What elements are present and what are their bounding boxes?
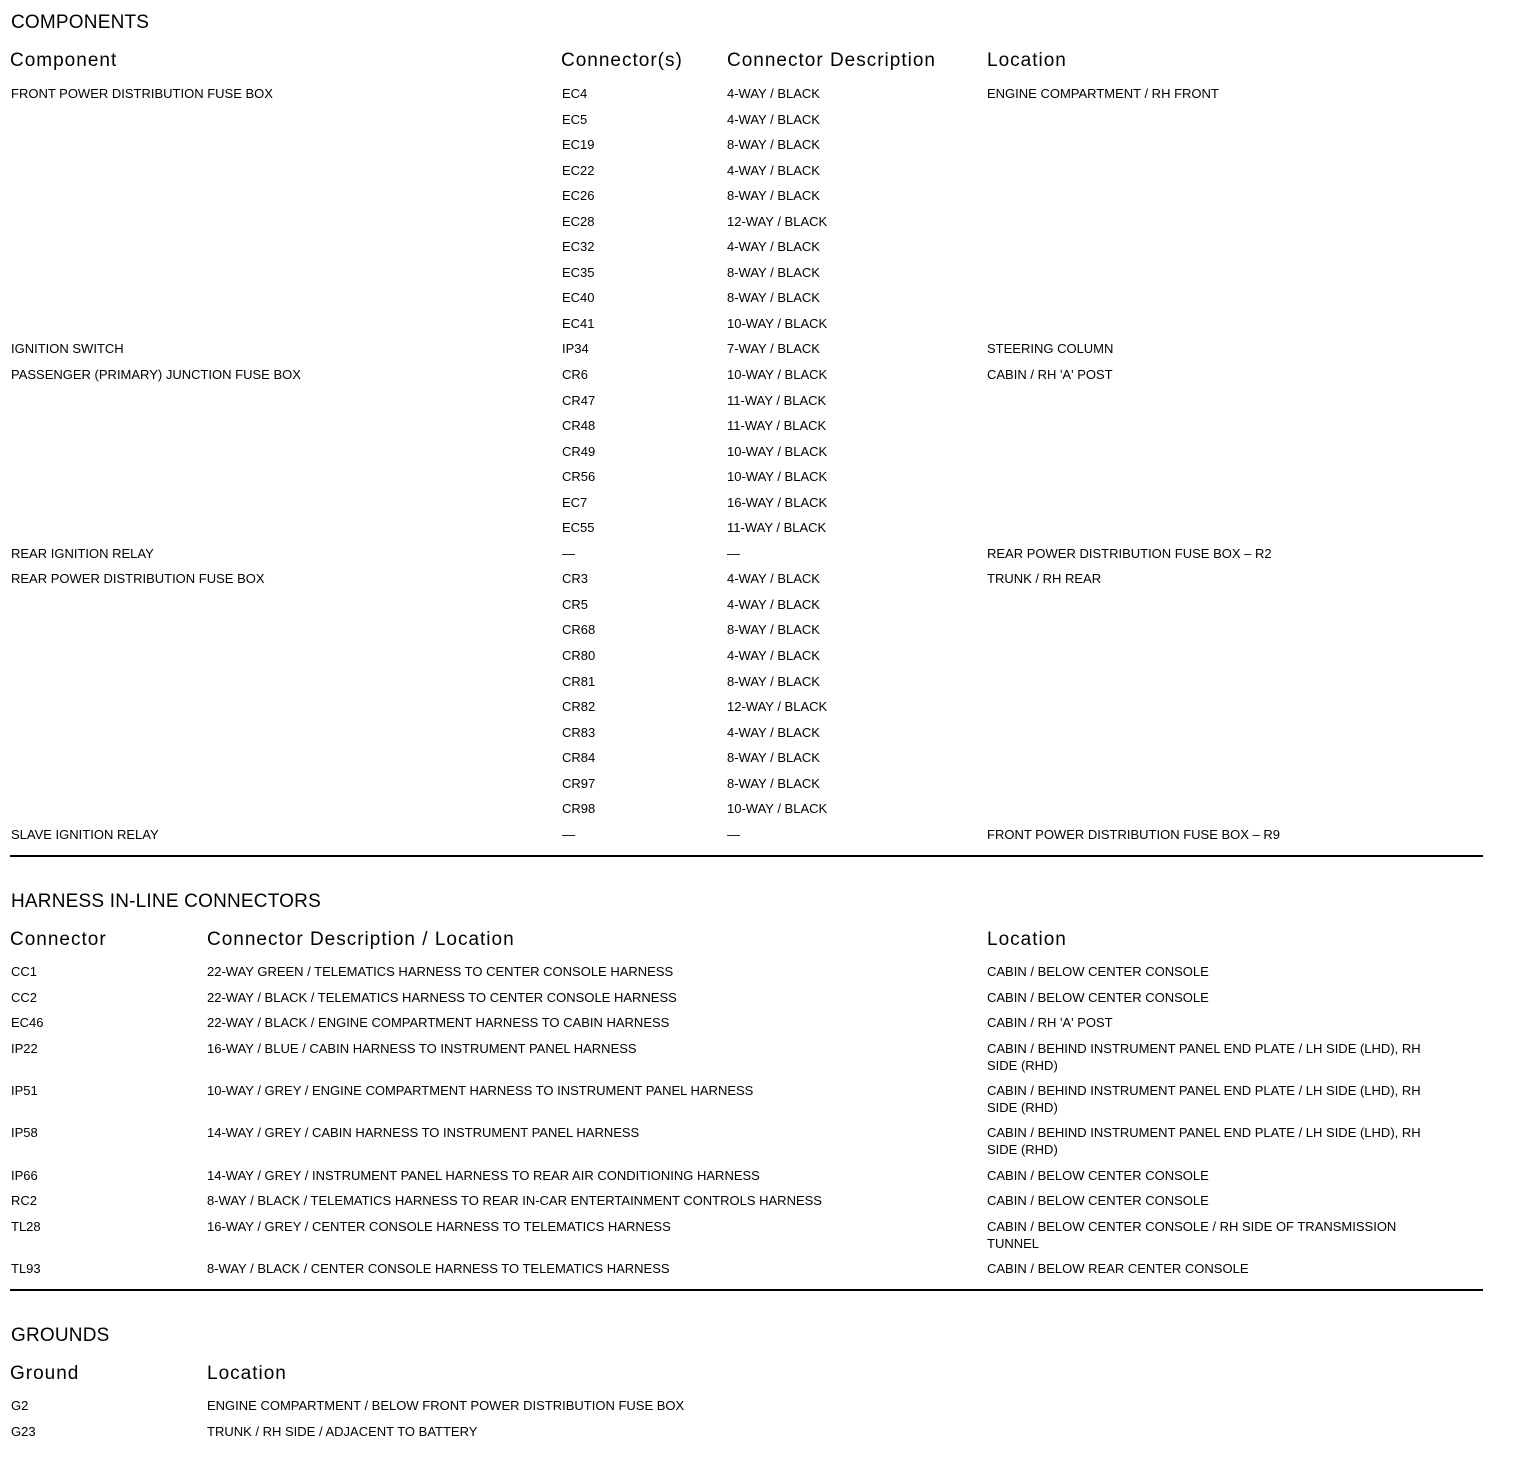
table-row — [0, 1423, 1536, 1449]
harness-connector-cell: CC1 — [11, 964, 38, 979]
connector-cell: EC55 — [562, 520, 595, 536]
table-row — [0, 1218, 1536, 1260]
table-row — [0, 989, 1536, 1015]
connector-cell: CR3 — [562, 571, 589, 587]
table-row — [0, 443, 1536, 469]
component-name-cell: REAR POWER DISTRIBUTION FUSE BOX — [11, 571, 265, 587]
connector-description-cell: 8-WAY / BLACK — [727, 622, 820, 638]
connector-cell: — — [562, 545, 575, 561]
connector-cell: CR81 — [562, 673, 596, 689]
connector-cell: IP34 — [562, 341, 589, 357]
connector-description-cell: 10-WAY / BLACK — [727, 367, 828, 383]
connector-cell: EC4 — [562, 86, 588, 101]
connector-description-cell: 11-WAY / BLACK — [727, 392, 827, 408]
harness-connector-cell: IP58 — [11, 1124, 38, 1140]
harness-description-cell: 16-WAY / GREY / CENTER CONSOLE HARNESS TO TELEMATICS HARNESS — [207, 1218, 671, 1234]
grounds-table — [0, 1397, 1536, 1448]
harness-description-cell: 16-WAY / BLUE / CABIN HARNESS TO INSTRUMENT PANEL HARNESS — [207, 1040, 637, 1056]
connector-description-cell: 11-WAY / BLACK — [727, 520, 827, 536]
connector-cell: EC32 — [562, 239, 595, 255]
connector-description-cell: 12-WAY / BLACK — [727, 213, 828, 229]
connector-cell: CR82 — [562, 699, 596, 715]
harness-location-column-header: Location — [987, 929, 1067, 950]
connector-cell: CR80 — [562, 648, 596, 664]
harness-location-cell: CABIN / BELOW CENTER CONSOLE — [987, 964, 1209, 979]
table-row — [0, 519, 1536, 545]
connector-description-cell: 10-WAY / BLACK — [727, 801, 828, 817]
harness-connector-cell: TL93 — [11, 1260, 41, 1276]
table-row — [0, 468, 1536, 494]
connector-cell: CR97 — [562, 775, 596, 791]
connector-cell: CR47 — [562, 392, 596, 408]
table-row — [0, 136, 1536, 162]
location-cell: FRONT POWER DISTRIBUTION FUSE BOX – R9 — [987, 826, 1281, 842]
table-row — [0, 1167, 1536, 1193]
table-row — [0, 724, 1536, 750]
table-row — [0, 111, 1536, 137]
ground-location-cell: TRUNK / RH SIDE / ADJACENT TO BATTERY — [207, 1423, 478, 1439]
connector-description-cell: 12-WAY / BLACK — [727, 699, 828, 715]
connector-cell: EC28 — [562, 213, 595, 229]
harness-location-cell: CABIN / BELOW CENTER CONSOLE — [987, 1167, 1209, 1183]
component-name-cell: PASSENGER (PRIMARY) JUNCTION FUSE BOX — [11, 367, 301, 383]
harness-connector-cell: CC2 — [11, 989, 38, 1005]
harness-connector-column-header: Connector — [10, 929, 107, 950]
table-row — [0, 366, 1536, 392]
component-name-cell: SLAVE IGNITION RELAY — [11, 826, 159, 842]
connector-cell: EC5 — [562, 111, 588, 127]
connector-description-cell: 4-WAY / BLACK — [727, 596, 820, 612]
table-row — [0, 698, 1536, 724]
harness-section-title: HARNESS IN-LINE CONNECTORS — [11, 891, 321, 912]
harness-location-cell: CABIN / BEHIND INSTRUMENT PANEL END PLATE / LH SIDE (LHD), RH SIDE (RHD) — [987, 1124, 1421, 1157]
table-row — [0, 749, 1536, 775]
harness-description-cell: 14-WAY / GREY / CABIN HARNESS TO INSTRUMENT PANEL HARNESS — [207, 1124, 640, 1140]
connector-description-cell: 4-WAY / BLACK — [727, 86, 820, 101]
harness-connector-cell: TL28 — [11, 1218, 41, 1234]
harness-location-cell: CABIN / BELOW REAR CENTER CONSOLE — [987, 1260, 1249, 1276]
component-column-header: Component — [10, 50, 118, 71]
connector-cell: CR84 — [562, 750, 596, 766]
location-cell: STEERING COLUMN — [987, 341, 1114, 357]
harness-description-cell: 8-WAY / BLACK / TELEMATICS HARNESS TO REAR IN-CAR ENTERTAINMENT CONTROLS HARNESS — [207, 1193, 822, 1208]
connector-cell: CR6 — [562, 367, 589, 383]
harness-description-cell: 22-WAY / BLACK / ENGINE COMPARTMENT HARNESS TO CABIN HARNESS — [207, 1015, 670, 1030]
connector-description-cell: 16-WAY / BLACK — [727, 494, 828, 510]
component-name-cell: FRONT POWER DISTRIBUTION FUSE BOX — [11, 86, 273, 101]
table-row — [0, 1124, 1536, 1167]
table-row — [0, 289, 1536, 315]
location-column-header: Location — [987, 50, 1067, 71]
harness-location-cell: CABIN / BELOW CENTER CONSOLE — [987, 1193, 1209, 1208]
connector-cell: EC22 — [562, 162, 595, 178]
connector-description-cell: 8-WAY / BLACK — [727, 137, 820, 153]
component-name-cell: REAR IGNITION RELAY — [11, 545, 154, 561]
harness-location-cell: CABIN / RH 'A' POST — [987, 1015, 1113, 1030]
harness-description-cell: 14-WAY / GREY / INSTRUMENT PANEL HARNESS TO REAR AIR CONDITIONING HARNESS — [207, 1167, 760, 1183]
table-row — [0, 213, 1536, 239]
connector-description-cell: 10-WAY / BLACK — [727, 443, 828, 459]
table-row — [0, 494, 1536, 520]
location-cell: TRUNK / RH REAR — [987, 571, 1102, 587]
connector-description-cell: 4-WAY / BLACK — [727, 571, 820, 587]
harness-location-cell: CABIN / BEHIND INSTRUMENT PANEL END PLATE / LH SIDE (LHD), RH SIDE (RHD) — [987, 1040, 1421, 1073]
harness-connector-cell: IP66 — [11, 1167, 38, 1183]
connector-cell: CR68 — [562, 622, 596, 638]
table-row — [0, 673, 1536, 699]
table-row — [0, 238, 1536, 264]
section-divider — [10, 1289, 1483, 1291]
connector-description-cell: 8-WAY / BLACK — [727, 290, 820, 306]
ground-id-cell: G23 — [11, 1423, 36, 1439]
components-table — [0, 85, 1536, 851]
table-row — [0, 340, 1536, 366]
components-section-title: COMPONENTS — [11, 12, 150, 33]
connector-cell: CR56 — [562, 469, 596, 485]
component-name-cell: IGNITION SWITCH — [11, 341, 124, 357]
table-row — [0, 85, 1536, 111]
table-row — [0, 1192, 1536, 1218]
table-row — [0, 826, 1536, 852]
connector-description-cell: 10-WAY / BLACK — [727, 315, 828, 331]
connector-cell: EC7 — [562, 494, 588, 510]
harness-description-column-header: Connector Description / Location — [207, 929, 515, 950]
harness-description-cell: 10-WAY / GREY / ENGINE COMPARTMENT HARNESS TO INSTRUMENT PANEL HARNESS — [207, 1082, 754, 1098]
table-row — [0, 264, 1536, 290]
table-row — [0, 1260, 1536, 1286]
connector-description-cell: 8-WAY / BLACK — [727, 188, 820, 204]
connector-description-cell: 7-WAY / BLACK — [727, 341, 820, 357]
grounds-section-title: GROUNDS — [11, 1325, 110, 1346]
connector-description-column-header: Connector Description — [727, 50, 936, 71]
connector-description-cell: 4-WAY / BLACK — [727, 239, 820, 255]
connector-cell: — — [562, 826, 575, 842]
connector-description-cell: 4-WAY / BLACK — [727, 724, 820, 740]
table-row — [0, 1397, 1536, 1423]
harness-location-cell: CABIN / BELOW CENTER CONSOLE / RH SIDE OF TRANSMISSION TUNNEL — [987, 1218, 1397, 1251]
table-row — [0, 162, 1536, 188]
table-row — [0, 647, 1536, 673]
connector-description-cell: 8-WAY / BLACK — [727, 775, 820, 791]
harness-location-cell: CABIN / BEHIND INSTRUMENT PANEL END PLATE / LH SIDE (LHD), RH SIDE (RHD) — [987, 1082, 1421, 1115]
table-row — [0, 315, 1536, 341]
harness-connector-cell: RC2 — [11, 1193, 38, 1208]
harness-description-cell: 22-WAY / BLACK / TELEMATICS HARNESS TO CENTER CONSOLE HARNESS — [207, 989, 677, 1005]
ground-column-header: Ground — [10, 1363, 80, 1384]
harness-description-cell: 8-WAY / BLACK / CENTER CONSOLE HARNESS TO TELEMATICS HARNESS — [207, 1260, 670, 1276]
harness-table — [0, 963, 1536, 1285]
connector-cell: CR83 — [562, 724, 596, 740]
harness-connector-cell: IP51 — [11, 1082, 38, 1098]
connector-cell: EC41 — [562, 315, 595, 331]
harness-connector-cell: EC46 — [11, 1015, 44, 1030]
connector-cell: CR5 — [562, 596, 589, 612]
location-cell: ENGINE COMPARTMENT / RH FRONT — [987, 86, 1219, 101]
table-row — [0, 545, 1536, 571]
connector-cell: EC26 — [562, 188, 595, 204]
table-row — [0, 775, 1536, 801]
table-row — [0, 570, 1536, 596]
table-row — [0, 800, 1536, 826]
table-row — [0, 1040, 1536, 1082]
table-row — [0, 1082, 1536, 1124]
connectors-column-header: Connector(s) — [561, 50, 683, 71]
connector-cell: CR49 — [562, 443, 596, 459]
table-row — [0, 417, 1536, 443]
ground-id-cell: G2 — [11, 1398, 29, 1413]
harness-location-cell: CABIN / BELOW CENTER CONSOLE — [987, 989, 1209, 1005]
table-row — [0, 596, 1536, 622]
connector-description-cell: — — [727, 545, 740, 561]
harness-description-cell: 22-WAY GREEN / TELEMATICS HARNESS TO CENTER CONSOLE HARNESS — [207, 964, 674, 979]
connector-description-cell: — — [727, 826, 740, 842]
table-row — [0, 963, 1536, 989]
connector-description-cell: 11-WAY / BLACK — [727, 418, 827, 434]
connector-description-cell: 8-WAY / BLACK — [727, 673, 820, 689]
location-cell: CABIN / RH 'A' POST — [987, 367, 1113, 383]
connector-description-cell: 8-WAY / BLACK — [727, 750, 820, 766]
ground-location-column-header: Location — [207, 1363, 287, 1384]
connector-cell: EC35 — [562, 264, 595, 280]
connector-cell: CR48 — [562, 418, 596, 434]
table-row — [0, 1014, 1536, 1040]
connector-cell: EC40 — [562, 290, 595, 306]
connector-cell: EC19 — [562, 137, 595, 153]
section-divider — [10, 855, 1483, 857]
connector-cell: CR98 — [562, 801, 596, 817]
table-row — [0, 621, 1536, 647]
ground-location-cell: ENGINE COMPARTMENT / BELOW FRONT POWER DISTRIBUTION FUSE BOX — [207, 1398, 685, 1413]
location-cell: REAR POWER DISTRIBUTION FUSE BOX – R2 — [987, 545, 1272, 561]
table-row — [0, 187, 1536, 213]
harness-connector-cell: IP22 — [11, 1040, 38, 1056]
connector-description-cell: 4-WAY / BLACK — [727, 111, 820, 127]
connector-description-cell: 10-WAY / BLACK — [727, 469, 828, 485]
connector-description-cell: 4-WAY / BLACK — [727, 162, 820, 178]
table-row — [0, 392, 1536, 418]
connector-description-cell: 8-WAY / BLACK — [727, 264, 820, 280]
connector-description-cell: 4-WAY / BLACK — [727, 648, 820, 664]
